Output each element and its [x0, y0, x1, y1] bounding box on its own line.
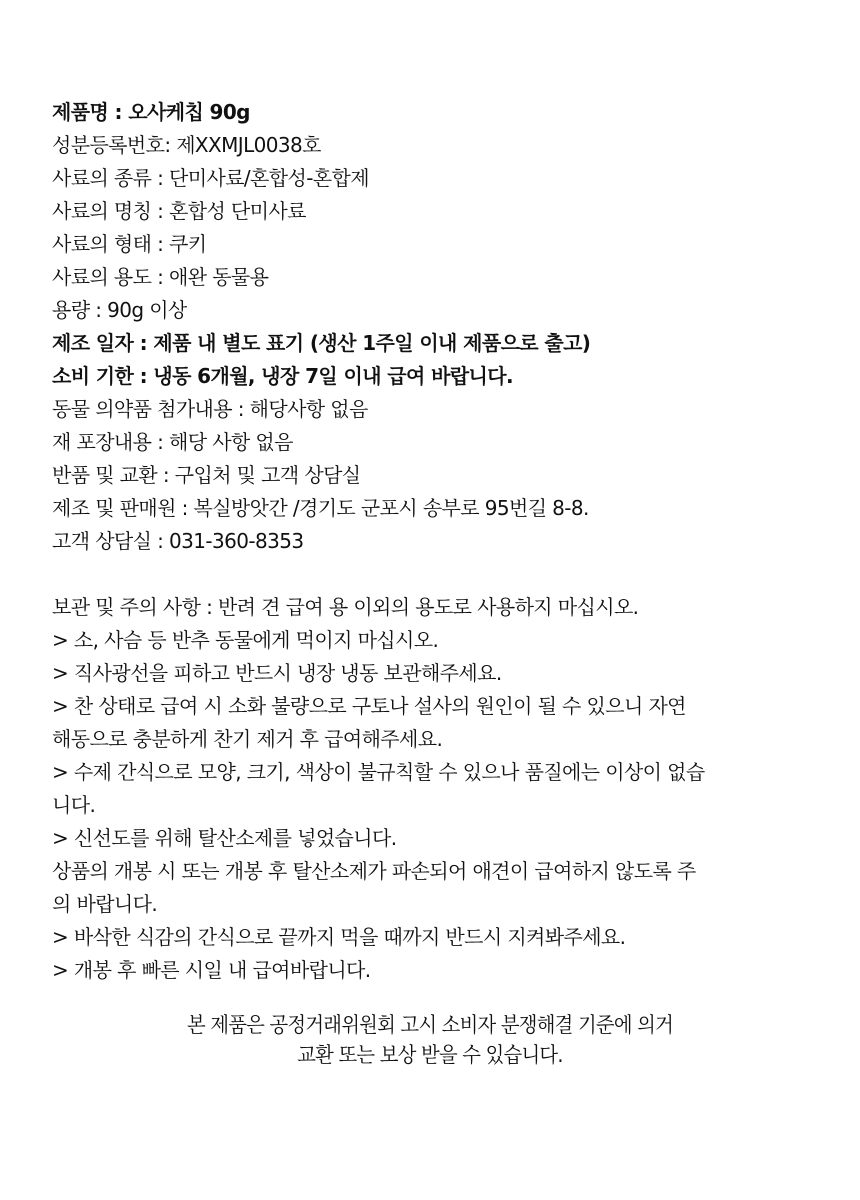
veterinary-additives: 동물 의약품 첨가내용 : 해당사항 없음 [52, 397, 368, 421]
section-spacer [52, 558, 822, 591]
precaution-item: > 수제 간식으로 모양, 크기, 색상이 불규칙할 수 있으나 품질에는 이상이 없습 [52, 760, 705, 784]
precaution-item: > 개봉 후 빠른 시일 내 급여바랍니다. [52, 958, 371, 982]
feed-name: 사료의 명칭 : 혼합성 단미사료 [52, 199, 306, 223]
manufacturer-info: 제조 및 판매원 : 복실방앗간 /경기도 군포시 송부로 95번길 8-8. [52, 496, 589, 520]
precaution-item-continued: 의 바랍니다. [52, 892, 158, 916]
precaution-item: > 바삭한 식감의 간식으로 끝까지 먹을 때까지 반드시 지켜봐주세요. [52, 925, 626, 949]
precaution-item: > 찬 상태로 급여 시 소화 불량으로 구토나 설사의 원인이 될 수 있으니 자연 [52, 694, 686, 718]
notice-line-2: 교환 또는 보상 받을 수 있습니다. [297, 1043, 563, 1067]
precaution-item-continued: 해동으로 충분하게 찬기 제거 후 급여해주세요. [52, 727, 443, 751]
consumer-dispute-notice [34, 1010, 825, 1070]
returns-exchange: 반품 및 교환 : 구입처 및 고객 상담실 [52, 463, 361, 487]
repackaging-info: 재 포장내용 : 해당 사항 없음 [52, 430, 293, 454]
registration-number: 성분등록번호: 제XXMJL0038호 [52, 133, 321, 157]
precautions-heading: 보관 및 주의 사항 : 반려 견 급여 용 이외의 용도로 사용하지 마십시오. [52, 595, 639, 619]
precaution-item: > 신선도를 위해 탈산소제를 넣었습니다. [52, 826, 397, 850]
capacity: 용량 : 90g 이상 [52, 298, 187, 322]
expiration-date: 소비 기한 : 냉동 6개월, 냉장 7일 이내 급여 바랍니다. [52, 364, 513, 388]
product-title: 제품명 : 오사케칩 90g [52, 100, 250, 124]
precaution-item-continued: 니다. [52, 793, 96, 817]
precaution-item: > 소, 사슴 등 반추 동물에게 먹이지 마십시오. [52, 628, 439, 652]
notice-line-1: 본 제품은 공정거래위원회 고시 소비자 분쟁해결 기준에 의거 [186, 1013, 674, 1037]
product-info-sheet [52, 96, 822, 987]
manufacture-date: 제조 일자 : 제품 내 별도 표기 (생산 1주일 이내 제품으로 출고) [52, 331, 591, 355]
feed-use: 사료의 용도 : 애완 동물용 [52, 265, 269, 289]
customer-service-phone: 고객 상담실 : 031-360-8353 [52, 529, 304, 553]
precaution-item: > 직사광선을 피하고 반드시 냉장 냉동 보관해주세요. [52, 661, 502, 685]
feed-type: 사료의 종류 : 단미사료/혼합성-혼합제 [52, 166, 369, 190]
feed-form: 사료의 형태 : 쿠키 [52, 232, 207, 256]
precaution-item: 상품의 개봉 시 또는 개봉 후 탈산소제가 파손되어 애견이 급여하지 않도록 주 [52, 859, 696, 883]
